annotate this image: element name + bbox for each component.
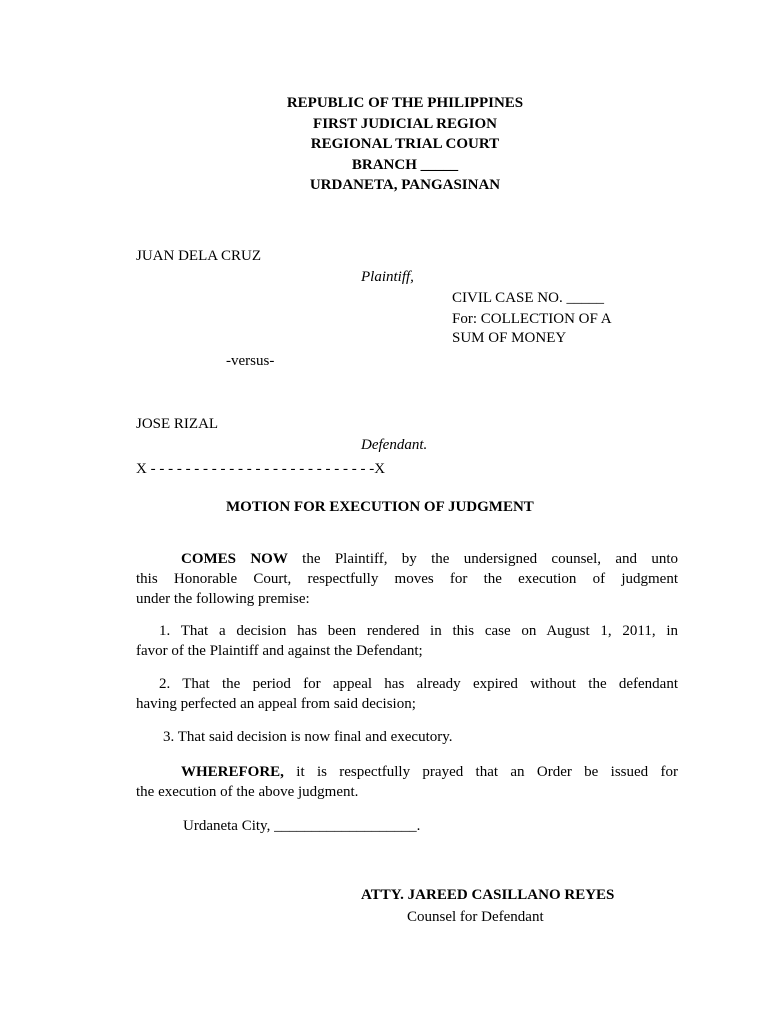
signatory-role: Counsel for Defendant <box>407 909 544 925</box>
item1-line1: 1. That a decision has been rendered in this case on August 1, 2011, in <box>159 623 678 639</box>
prayer-lead: WHEREFORE, <box>181 764 284 780</box>
item2-line1: 2. That the period for appeal has already expired without the defendant <box>159 676 678 692</box>
item1-line2: favor of the Plaintiff and against the Defendant; <box>136 643 423 659</box>
case-nature-line2: SUM OF MONEY <box>452 330 567 346</box>
premise-item-2 <box>136 674 678 714</box>
plaintiff-role: Plaintiff, <box>361 269 414 285</box>
prayer-line1: it is respectfully prayed that an Order be issued for <box>283 764 678 780</box>
premise-item-1 <box>136 621 678 661</box>
prayer-line2: the execution of the above judgment. <box>136 784 359 800</box>
defendant-name: JOSE RIZAL <box>136 416 219 432</box>
prayer-paragraph <box>136 762 678 802</box>
header-branch: BRANCH _____ <box>351 156 459 173</box>
intro-line3: under the following premise: <box>136 591 310 607</box>
header-republic: REPUBLIC OF THE PHILIPPINES <box>286 95 524 111</box>
item2-line2: having perfected an appeal from said decision; <box>136 696 416 712</box>
document-title: MOTION FOR EXECUTION OF JUDGMENT <box>226 499 534 515</box>
intro-line2: this Honorable Court, respectfully moves for the execution of judgment <box>136 571 678 587</box>
header-court: REGIONAL TRIAL COURT <box>310 136 500 152</box>
case-number: CIVIL CASE NO. _____ <box>452 290 604 306</box>
header-location: URDANETA, PANGASINAN <box>309 177 501 193</box>
intro-line1: the Plaintiff, by the undersigned counsel, and unto <box>287 551 678 567</box>
versus-label: -versus- <box>226 353 275 369</box>
plaintiff-name: JUAN DELA CRUZ <box>136 248 262 264</box>
premise-item-3: 3. That said decision is now final and executory. <box>163 729 453 745</box>
intro-paragraph <box>136 549 678 609</box>
defendant-role: Defendant. <box>361 437 428 453</box>
signatory-name: ATTY. JAREED CASILLANO REYES <box>361 887 615 903</box>
case-nature-line1: For: COLLECTION OF A <box>452 311 612 327</box>
court-header <box>0 93 768 196</box>
place-date-line: Urdaneta City, ___________________. <box>183 818 421 834</box>
caption-separator: X - - - - - - - - - - - - - - - - - - - - - - - - - -X <box>136 461 386 477</box>
header-judicial-region: FIRST JUDICIAL REGION <box>313 115 497 132</box>
intro-lead: COMES NOW <box>181 551 288 567</box>
